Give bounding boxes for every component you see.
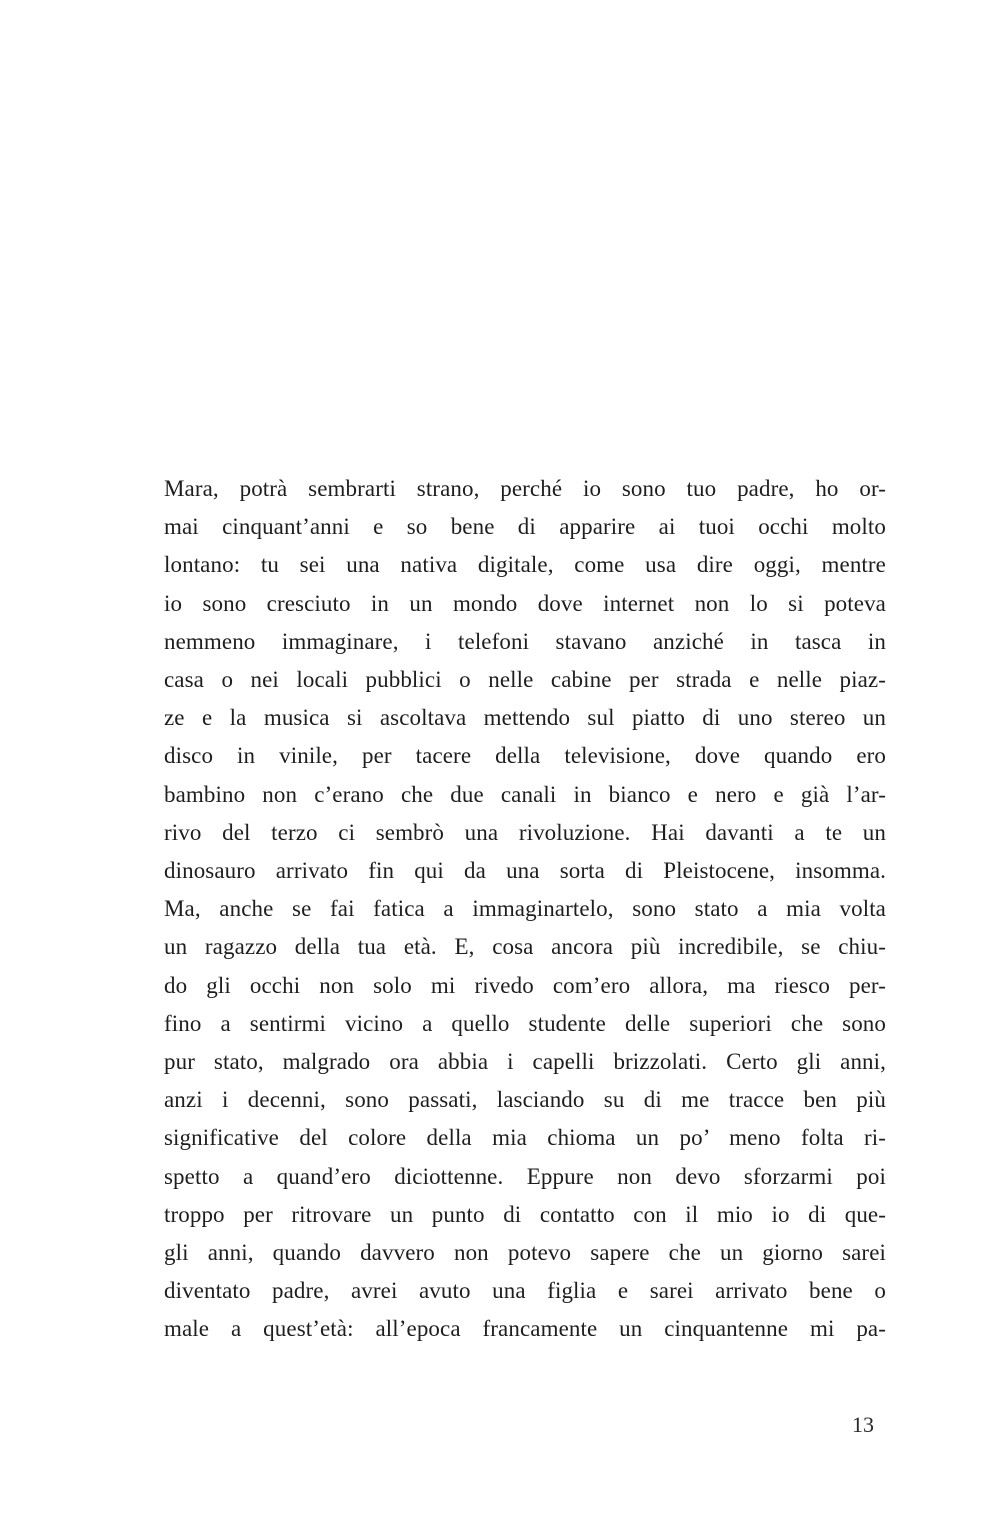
text-line: significative del colore della mia chioma un po’ meno folta ri- [164, 1125, 886, 1151]
text-line: rivo del terzo ci sembrò una rivoluzione. Hai davanti a te un [164, 819, 886, 845]
text-line: gli anni, quando davvero non potevo sapere che un giorno sarei [164, 1240, 886, 1266]
text-line: bambino non c’erano che due canali in bianco e nero e già l’ar- [164, 781, 886, 807]
text-line: do gli occhi non solo mi rivedo com’ero allora, ma riesco per- [164, 972, 886, 998]
text-line: pur stato, malgrado ora abbia i capelli brizzolati. Certo gli anni, [164, 1049, 886, 1075]
text-line: un ragazzo della tua età. E, cosa ancora più incredibile, se chiu- [164, 934, 886, 960]
text-line: dinosauro arrivato fin qui da una sorta di Pleistocene, insomma. [164, 858, 886, 884]
text-line: disco in vinile, per tacere della televisione, dove quando ero [164, 743, 886, 769]
text-line: anzi i decenni, sono passati, lasciando su di me tracce ben più [164, 1087, 886, 1113]
text-line: mai cinquant’anni e so bene di apparire ai tuoi occhi molto [164, 514, 886, 540]
text-line: troppo per ritrovare un punto di contatto con il mio io di que- [164, 1201, 886, 1227]
text-line: Ma, anche se fai fatica a immaginartelo, sono stato a mia volta [164, 896, 886, 922]
text-line: lontano: tu sei una nativa digitale, come usa dire oggi, mentre [164, 552, 886, 578]
page-number: 13 [852, 1412, 874, 1437]
text-line: diventato padre, avrei avuto una figlia e sarei arrivato bene o [164, 1278, 886, 1304]
text-line: fino a sentirmi vicino a quello studente delle superiori che sono [164, 1010, 886, 1036]
text-line: Mara, potrà sembrarti strano, perché io sono tuo padre, ho or- [164, 476, 886, 501]
text-line: casa o nei locali pubblici o nelle cabine per strada e nelle piaz- [164, 667, 886, 693]
paragraph-block [164, 470, 886, 1349]
text-line: ze e la musica si ascoltava mettendo sul piatto di uno stereo un [164, 705, 886, 731]
text-line: male a quest’età: all’epoca francamente un cinquantenne mi pa- [164, 1316, 886, 1342]
text-line: nemmeno immaginare, i telefoni stavano anziché in tasca in [164, 628, 886, 654]
text-line: spetto a quand’ero diciottenne. Eppure non devo sforzarmi poi [164, 1163, 886, 1189]
text-line: io sono cresciuto in un mondo dove internet non lo si poteva [164, 590, 886, 616]
